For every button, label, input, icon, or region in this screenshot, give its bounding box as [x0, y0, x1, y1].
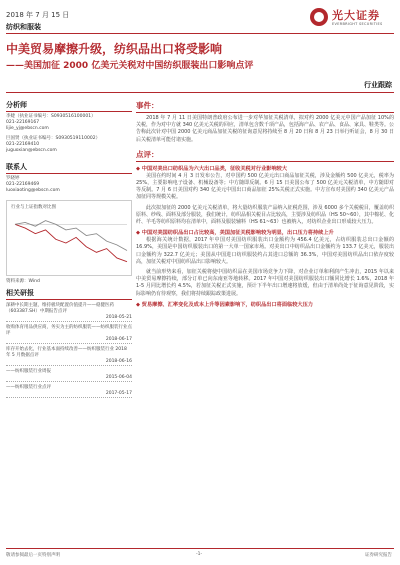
- header-divider: [6, 33, 394, 34]
- related-date: 2018-05-21: [6, 315, 132, 322]
- analyst2-name: 巨国贤（执业证书编号：S0930519110002）: [6, 136, 101, 141]
- analyst-heading: 分析师: [6, 100, 132, 112]
- page-number: -1-: [196, 552, 203, 557]
- footer-label: 证券研究报告: [365, 553, 392, 558]
- analyst1-phone: 021-22169167: [6, 120, 40, 125]
- analyst1-email[interactable]: lijie_yj@ebscn.com: [6, 126, 49, 131]
- analyst2-email[interactable]: juguoxian@ebscn.com: [6, 148, 57, 153]
- related-heading: 相关研报: [6, 288, 132, 300]
- point2-paragraph2: 就当前形势来看，加征关税将使中国纺织品在美国市场竞争力下降，对企业订单和利润产生冲击，2015 年以来中美贸易摩擦持续，部分订单已向东南亚等地转移。2017 年中国对美国纺织服装出口额同比增长 1.6%，2018 年 1-5 月同比增长约 4.5%，若加征关税正式实施，预计下半年出口增速将放缓，但由于清单尚处于征询意见阶段，实际影响仍有待观察，我们将持续跟踪政策进展。: [136, 269, 394, 297]
- related-date: 2015-06-04: [6, 375, 132, 382]
- chart-title: 行业与上证指数对比图: [11, 205, 56, 210]
- point1-heading: ◆ 中国对美出口纺织品为六大出口品类，征收关税对行业影响较大: [136, 165, 288, 172]
- chart-series-line-1: [15, 224, 127, 261]
- footer-divider: [6, 548, 394, 549]
- report-category: 纺织和服装: [6, 23, 41, 31]
- related-item[interactable]: 收购体育用品供应商，务实为主的纺织服装——纺织服装行业点评: [6, 325, 132, 336]
- logo-text-cn: 光大证券: [332, 9, 380, 22]
- point2-heading: ◆ 中国对美国纺织品出口占比较高，美国加征关税影响较为明显，出口压力将持续上升: [136, 230, 334, 237]
- title-divider: [6, 92, 394, 93]
- point1-paragraph1: 美国在约时间 4 月 3 日发布公告，对中国约 500 亿美元出口商品加征关税，涉及金额约 500 亿美元，税率为 25%，主要影响电子设备、机械设备等；中方随即反制。6 月 15 日美国公布了 500 亿美元关税清单，中方随即对等反制。7 月 6 日美国对约 340 亿美元中国出口商品加征 25%关税正式实施。中方宣布对美国约 340 亿美元产品加征同等规模关税。: [136, 172, 394, 201]
- analyst1-name: 李婕（执业证书编号：S0930516100001）: [6, 114, 96, 119]
- report-date: 2018 年 7 月 15 日: [6, 11, 70, 19]
- chart-series-line-2: [15, 221, 127, 251]
- related-item[interactable]: 深耕中长期主题，维持板块配置价值提升——稳健医药（603387.SH）中期报告点评: [6, 303, 114, 314]
- report-title: 中美贸易摩擦升级，纺织品出口将受影响: [6, 42, 223, 56]
- related-date: 2018-06-16: [6, 359, 132, 366]
- related-list: [6, 303, 132, 398]
- event-paragraph: 2018 年 7 月 11 日美国特朗普政府公布进一步对华加征关税清单，拟对约 2000 亿美元中国产品加征 10%的关税，作为对中方就 340 亿美元关税的回应，清单包含数千项产品，包括海产品、农产品、食品、家具、鞋类等。公告称此次针对中国 2000 亿美元商品加征关税的征询意见将持续至 8 月 20 日和 8 月 23 日举行听证会，8 月 30 日后关税清单可能付诸实施。: [136, 115, 394, 143]
- related-date: 2017-05-17: [6, 391, 132, 398]
- related-date: 2018-06-17: [6, 337, 132, 344]
- point2-paragraph1: 根据海关统计数据，2017 年中国对美国纺织服装出口金额约为 456.4 亿美元，占纺织服装总出口金额的 16.9%，美国是中国纺织服装出口的第一大单一国家市场。对美出口中纺织品出口金额约为 133.7 亿美元，服装出口金额约为 322.7 亿美元；美国从中国进口纺织服装约占其进口总额的 36.3%，中国对美国纺织品出口依存度较高，加征关税对中国纺织品出口影响较大。: [136, 237, 394, 265]
- event-heading: 事件：: [136, 100, 394, 113]
- sidebar: [6, 100, 132, 398]
- related-item[interactable]: ——纺织服装行业点评: [6, 385, 51, 390]
- contact-phone: 021-22169469: [6, 182, 40, 187]
- related-item[interactable]: ——纺织服装行业周报: [6, 369, 51, 374]
- point1-paragraph2: 此次拟加征的 2000 亿美元关税清单，将大量纺织服装产品纳入征税范围，涉及 6000 多个关税税目，覆盖纺织原料、纱线、面料及部分服装，我们统计，纺织品相关税目占比较高，主要涉及纺织品（HS 50~60），其中棉花、化纤、羊毛等纺织原料均在清单中，面料及服装辅料（HS 61~63）也被纳入，对纺织企业出口形成较大压力。: [136, 204, 394, 226]
- logo-mark-icon: [310, 8, 328, 26]
- main-content: [136, 100, 394, 309]
- analyst2-phone: 021-22169410: [6, 142, 40, 147]
- related-item[interactable]: 库存开始去化，行业基本面持续改善——纺织服装行业 2018 年 5 月数据点评: [6, 347, 127, 358]
- chart-source: 资料来源：Wind: [6, 279, 40, 284]
- comment-heading: 点评：: [136, 149, 394, 162]
- contact-email[interactable]: luoxiaoting@ebscn.com: [6, 188, 60, 193]
- chart-canvas: [7, 201, 133, 277]
- contact-name: 罗晓婷: [6, 176, 20, 181]
- report-type: 行业跟踪: [364, 81, 392, 89]
- index-comparison-chart: [6, 200, 132, 276]
- logo-text-en: EVERBRIGHT SECURITIES: [332, 22, 383, 26]
- contact-heading: 联系人: [6, 162, 132, 174]
- brand-logo: [310, 6, 392, 32]
- report-subtitle: ——美国加征 2000 亿美元关税对中国纺织服装出口影响点评: [6, 61, 254, 71]
- footer-disclaimer: 敬请参阅最后一页特别声明: [6, 553, 60, 558]
- point3-heading: ◆ 贸易摩擦、汇率变化及成本上升等因素影响下，纺织品出口将面临较大压力: [136, 301, 313, 308]
